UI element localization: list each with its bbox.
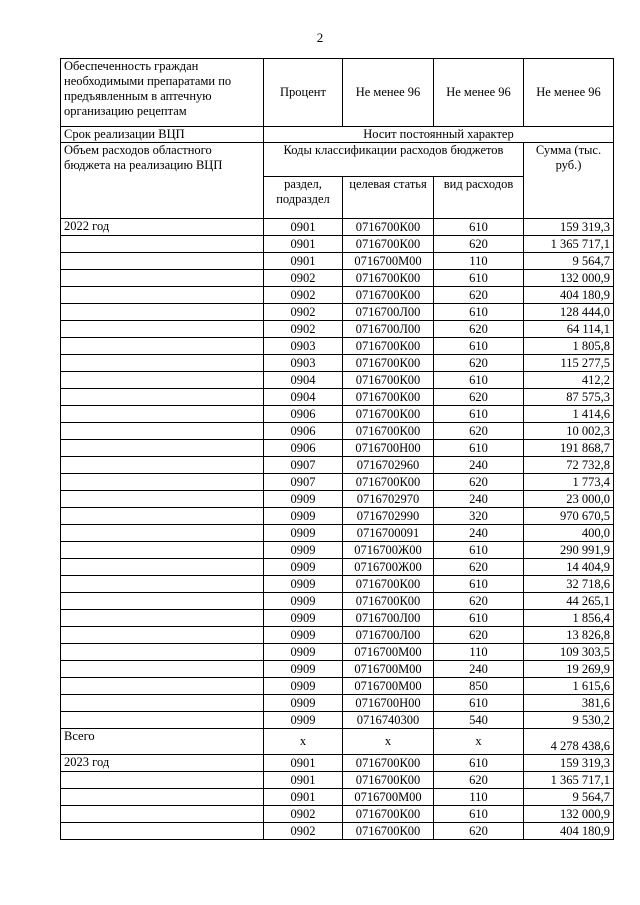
- target-code: 0716700Л00: [343, 304, 434, 321]
- target-code: 0716740300: [343, 712, 434, 729]
- target-code: 0716700Ж00: [343, 559, 434, 576]
- table-row: [61, 355, 614, 372]
- total-target: х: [343, 729, 434, 755]
- empty-cell: [61, 508, 264, 525]
- expense-type: 610: [434, 270, 524, 287]
- expense-type: 610: [434, 755, 524, 772]
- amount: 404 180,9: [524, 823, 614, 840]
- amount: 404 180,9: [524, 287, 614, 304]
- section-code: 0909: [264, 593, 343, 610]
- table-row: [61, 253, 614, 270]
- total-label: Всего: [61, 729, 264, 755]
- expense-type: 610: [434, 610, 524, 627]
- expense-type: 240: [434, 661, 524, 678]
- table-row: [61, 823, 614, 840]
- total-sum: 4 278 438,6: [524, 729, 614, 755]
- expense-type: 620: [434, 423, 524, 440]
- expense-type: 240: [434, 491, 524, 508]
- empty-cell: [61, 457, 264, 474]
- col-section-header: раздел, подраздел: [264, 177, 343, 219]
- table-row: [61, 712, 614, 729]
- amount: 128 444,0: [524, 304, 614, 321]
- expense-type: 620: [434, 593, 524, 610]
- table-row: [61, 457, 614, 474]
- year-label: 2023 год: [61, 755, 264, 772]
- section-code: 0901: [264, 219, 343, 236]
- amount: 412,2: [524, 372, 614, 389]
- table-row: [61, 678, 614, 695]
- section-code: 0906: [264, 440, 343, 457]
- empty-cell: [61, 610, 264, 627]
- sum-header: Сумма (тыс. руб.): [524, 143, 614, 219]
- empty-cell: [61, 304, 264, 321]
- section-code: 0901: [264, 236, 343, 253]
- term-label: Срок реализации ВЦП: [61, 127, 264, 143]
- section-code: 0907: [264, 474, 343, 491]
- empty-cell: [61, 406, 264, 423]
- target-code: 0716700Л00: [343, 321, 434, 338]
- total-row: [61, 729, 614, 755]
- section-code: 0903: [264, 338, 343, 355]
- amount: 1 856,4: [524, 610, 614, 627]
- empty-cell: [61, 593, 264, 610]
- page-number: 2: [316, 30, 324, 45]
- section-code: 0909: [264, 525, 343, 542]
- target-code: 0716700К00: [343, 576, 434, 593]
- table-row: [61, 321, 614, 338]
- expense-type: 320: [434, 508, 524, 525]
- empty-cell: [61, 772, 264, 789]
- expense-type: 620: [434, 236, 524, 253]
- amount: 9 530,2: [524, 712, 614, 729]
- expense-type: 110: [434, 789, 524, 806]
- amount: 1 773,4: [524, 474, 614, 491]
- amount: 23 000,0: [524, 491, 614, 508]
- target-code: 0716700М00: [343, 644, 434, 661]
- indicator-value: Не менее 96: [434, 59, 524, 127]
- amount: 132 000,9: [524, 806, 614, 823]
- amount: 115 277,5: [524, 355, 614, 372]
- indicator-unit: Процент: [264, 59, 343, 127]
- term-value: Носит постоянный характер: [264, 127, 614, 143]
- empty-cell: [61, 661, 264, 678]
- amount: 87 575,3: [524, 389, 614, 406]
- target-code: 0716700М00: [343, 661, 434, 678]
- empty-cell: [61, 678, 264, 695]
- section-code: 0902: [264, 287, 343, 304]
- expense-type: 610: [434, 576, 524, 593]
- expense-type: 620: [434, 559, 524, 576]
- expense-type: 620: [434, 627, 524, 644]
- empty-cell: [61, 270, 264, 287]
- amount: 1 805,8: [524, 338, 614, 355]
- section-code: 0902: [264, 304, 343, 321]
- empty-cell: [61, 440, 264, 457]
- section-code: 0901: [264, 772, 343, 789]
- amount: 191 868,7: [524, 440, 614, 457]
- amount: 132 000,9: [524, 270, 614, 287]
- table-row: [61, 559, 614, 576]
- indicator-value: Не менее 96: [524, 59, 614, 127]
- indicator-value: Не менее 96: [343, 59, 434, 127]
- empty-cell: [61, 253, 264, 270]
- section-code: 0902: [264, 823, 343, 840]
- total-type: х: [434, 729, 524, 755]
- target-code: 0716700К00: [343, 755, 434, 772]
- amount: 10 002,3: [524, 423, 614, 440]
- target-code: 0716700К00: [343, 236, 434, 253]
- empty-cell: [61, 559, 264, 576]
- target-code: 0716700К00: [343, 406, 434, 423]
- target-code: 0716700К00: [343, 823, 434, 840]
- expense-type: 110: [434, 253, 524, 270]
- section-code: 0909: [264, 661, 343, 678]
- section-code: 0909: [264, 695, 343, 712]
- empty-cell: [61, 627, 264, 644]
- target-code: 0716700К00: [343, 270, 434, 287]
- col-target-header: целевая статья: [343, 177, 434, 219]
- empty-cell: [61, 789, 264, 806]
- expense-type: 540: [434, 712, 524, 729]
- target-code: 0716700К00: [343, 593, 434, 610]
- section-code: 0909: [264, 508, 343, 525]
- volume-label: Объем расходов областного бюджета на реализацию ВЦП: [61, 143, 264, 219]
- section-code: 0902: [264, 270, 343, 287]
- expense-type: 610: [434, 338, 524, 355]
- table-row: [61, 338, 614, 355]
- empty-cell: [61, 389, 264, 406]
- section-code: 0909: [264, 576, 343, 593]
- section-code: 0909: [264, 712, 343, 729]
- expense-type: 620: [434, 772, 524, 789]
- amount: 1 365 717,1: [524, 236, 614, 253]
- table-row: [61, 440, 614, 457]
- empty-cell: [61, 338, 264, 355]
- indicator-label: Обеспеченность граждан необходимыми препаратами по предъявленным в аптечную организацию рецептам: [61, 59, 264, 127]
- empty-cell: [61, 525, 264, 542]
- target-code: 0716700Ж00: [343, 542, 434, 559]
- amount: 19 269,9: [524, 661, 614, 678]
- expense-type: 610: [434, 440, 524, 457]
- section-code: 0909: [264, 491, 343, 508]
- amount: 1 365 717,1: [524, 772, 614, 789]
- expense-type: 610: [434, 372, 524, 389]
- amount: 13 826,8: [524, 627, 614, 644]
- expense-type: 620: [434, 321, 524, 338]
- table-row: [61, 627, 614, 644]
- table-row: [61, 789, 614, 806]
- target-code: 0716700К00: [343, 287, 434, 304]
- expense-type: 620: [434, 355, 524, 372]
- section-code: 0909: [264, 559, 343, 576]
- year-label: 2022 год: [61, 219, 264, 236]
- empty-cell: [61, 542, 264, 559]
- expense-type: 610: [434, 406, 524, 423]
- empty-cell: [61, 236, 264, 253]
- target-code: 0716700Н00: [343, 695, 434, 712]
- target-code: 0716700Л00: [343, 627, 434, 644]
- expense-type: 610: [434, 304, 524, 321]
- expense-type: 620: [434, 287, 524, 304]
- amount: 159 319,3: [524, 219, 614, 236]
- expense-type: 610: [434, 695, 524, 712]
- table-row: [61, 474, 614, 491]
- empty-cell: [61, 474, 264, 491]
- target-code: 0716700К00: [343, 423, 434, 440]
- amount: 109 303,5: [524, 644, 614, 661]
- amount: 9 564,7: [524, 253, 614, 270]
- table-row: [61, 576, 614, 593]
- section-code: 0901: [264, 755, 343, 772]
- amount: 72 732,8: [524, 457, 614, 474]
- amount: 9 564,7: [524, 789, 614, 806]
- amount: 64 114,1: [524, 321, 614, 338]
- empty-cell: [61, 321, 264, 338]
- empty-cell: [61, 644, 264, 661]
- table-row: [61, 236, 614, 253]
- target-code: 0716700Л00: [343, 610, 434, 627]
- target-code: 0716700К00: [343, 338, 434, 355]
- table-row: [61, 755, 614, 772]
- section-code: 0904: [264, 372, 343, 389]
- empty-cell: [61, 806, 264, 823]
- col-type-header: вид расходов: [434, 177, 524, 219]
- expense-type: 610: [434, 542, 524, 559]
- expense-type: 240: [434, 525, 524, 542]
- expense-type: 620: [434, 389, 524, 406]
- empty-cell: [61, 823, 264, 840]
- amount: 44 265,1: [524, 593, 614, 610]
- target-code: 0716700К00: [343, 772, 434, 789]
- table-row: [61, 525, 614, 542]
- expense-type: 110: [434, 644, 524, 661]
- target-code: 0716700091: [343, 525, 434, 542]
- target-code: 0716700Н00: [343, 440, 434, 457]
- empty-cell: [61, 576, 264, 593]
- target-code: 0716700М00: [343, 253, 434, 270]
- target-code: 0716700К00: [343, 474, 434, 491]
- section-code: 0903: [264, 355, 343, 372]
- table-row: [61, 593, 614, 610]
- empty-cell: [61, 423, 264, 440]
- amount: 381,6: [524, 695, 614, 712]
- total-section: х: [264, 729, 343, 755]
- table-row: [61, 406, 614, 423]
- table-row: [61, 304, 614, 321]
- section-code: 0904: [264, 389, 343, 406]
- expense-type: 610: [434, 219, 524, 236]
- section-code: 0906: [264, 423, 343, 440]
- target-code: 0716700К00: [343, 355, 434, 372]
- empty-cell: [61, 372, 264, 389]
- table-row: [61, 772, 614, 789]
- target-code: 0716702960: [343, 457, 434, 474]
- target-code: 0716700М00: [343, 789, 434, 806]
- table-row: [61, 491, 614, 508]
- program-table: [60, 58, 614, 840]
- section-code: 0909: [264, 678, 343, 695]
- target-code: 0716700М00: [343, 678, 434, 695]
- empty-cell: [61, 695, 264, 712]
- table-row: [61, 508, 614, 525]
- empty-cell: [61, 712, 264, 729]
- expense-type: 850: [434, 678, 524, 695]
- empty-cell: [61, 491, 264, 508]
- expense-type: 620: [434, 823, 524, 840]
- expense-type: 240: [434, 457, 524, 474]
- section-code: 0906: [264, 406, 343, 423]
- table-row: [61, 610, 614, 627]
- section-code: 0909: [264, 542, 343, 559]
- amount: 1 615,6: [524, 678, 614, 695]
- table-row: [61, 644, 614, 661]
- section-code: 0909: [264, 644, 343, 661]
- table-row: [61, 389, 614, 406]
- target-code: 0716700К00: [343, 372, 434, 389]
- codes-header: Коды классификации расходов бюджетов: [264, 143, 524, 177]
- amount: 32 718,6: [524, 576, 614, 593]
- target-code: 0716700К00: [343, 219, 434, 236]
- table-row: [61, 806, 614, 823]
- section-code: 0902: [264, 321, 343, 338]
- section-code: 0901: [264, 253, 343, 270]
- table-row: [61, 661, 614, 678]
- table-row: [61, 372, 614, 389]
- target-code: 0716700К00: [343, 806, 434, 823]
- amount: 159 319,3: [524, 755, 614, 772]
- expense-type: 620: [434, 474, 524, 491]
- amount: 14 404,9: [524, 559, 614, 576]
- target-code: 0716702990: [343, 508, 434, 525]
- target-code: 0716702970: [343, 491, 434, 508]
- section-code: 0907: [264, 457, 343, 474]
- empty-cell: [61, 355, 264, 372]
- table-row: [61, 542, 614, 559]
- section-code: 0909: [264, 627, 343, 644]
- table-row: [61, 287, 614, 304]
- amount: 400,0: [524, 525, 614, 542]
- amount: 290 991,9: [524, 542, 614, 559]
- amount: 1 414,6: [524, 406, 614, 423]
- section-code: 0902: [264, 806, 343, 823]
- section-code: 0901: [264, 789, 343, 806]
- amount: 970 670,5: [524, 508, 614, 525]
- section-code: 0909: [264, 610, 343, 627]
- table-row: [61, 695, 614, 712]
- expense-type: 610: [434, 806, 524, 823]
- target-code: 0716700К00: [343, 389, 434, 406]
- empty-cell: [61, 287, 264, 304]
- table-row: [61, 270, 614, 287]
- table-row: [61, 423, 614, 440]
- table-row: [61, 219, 614, 236]
